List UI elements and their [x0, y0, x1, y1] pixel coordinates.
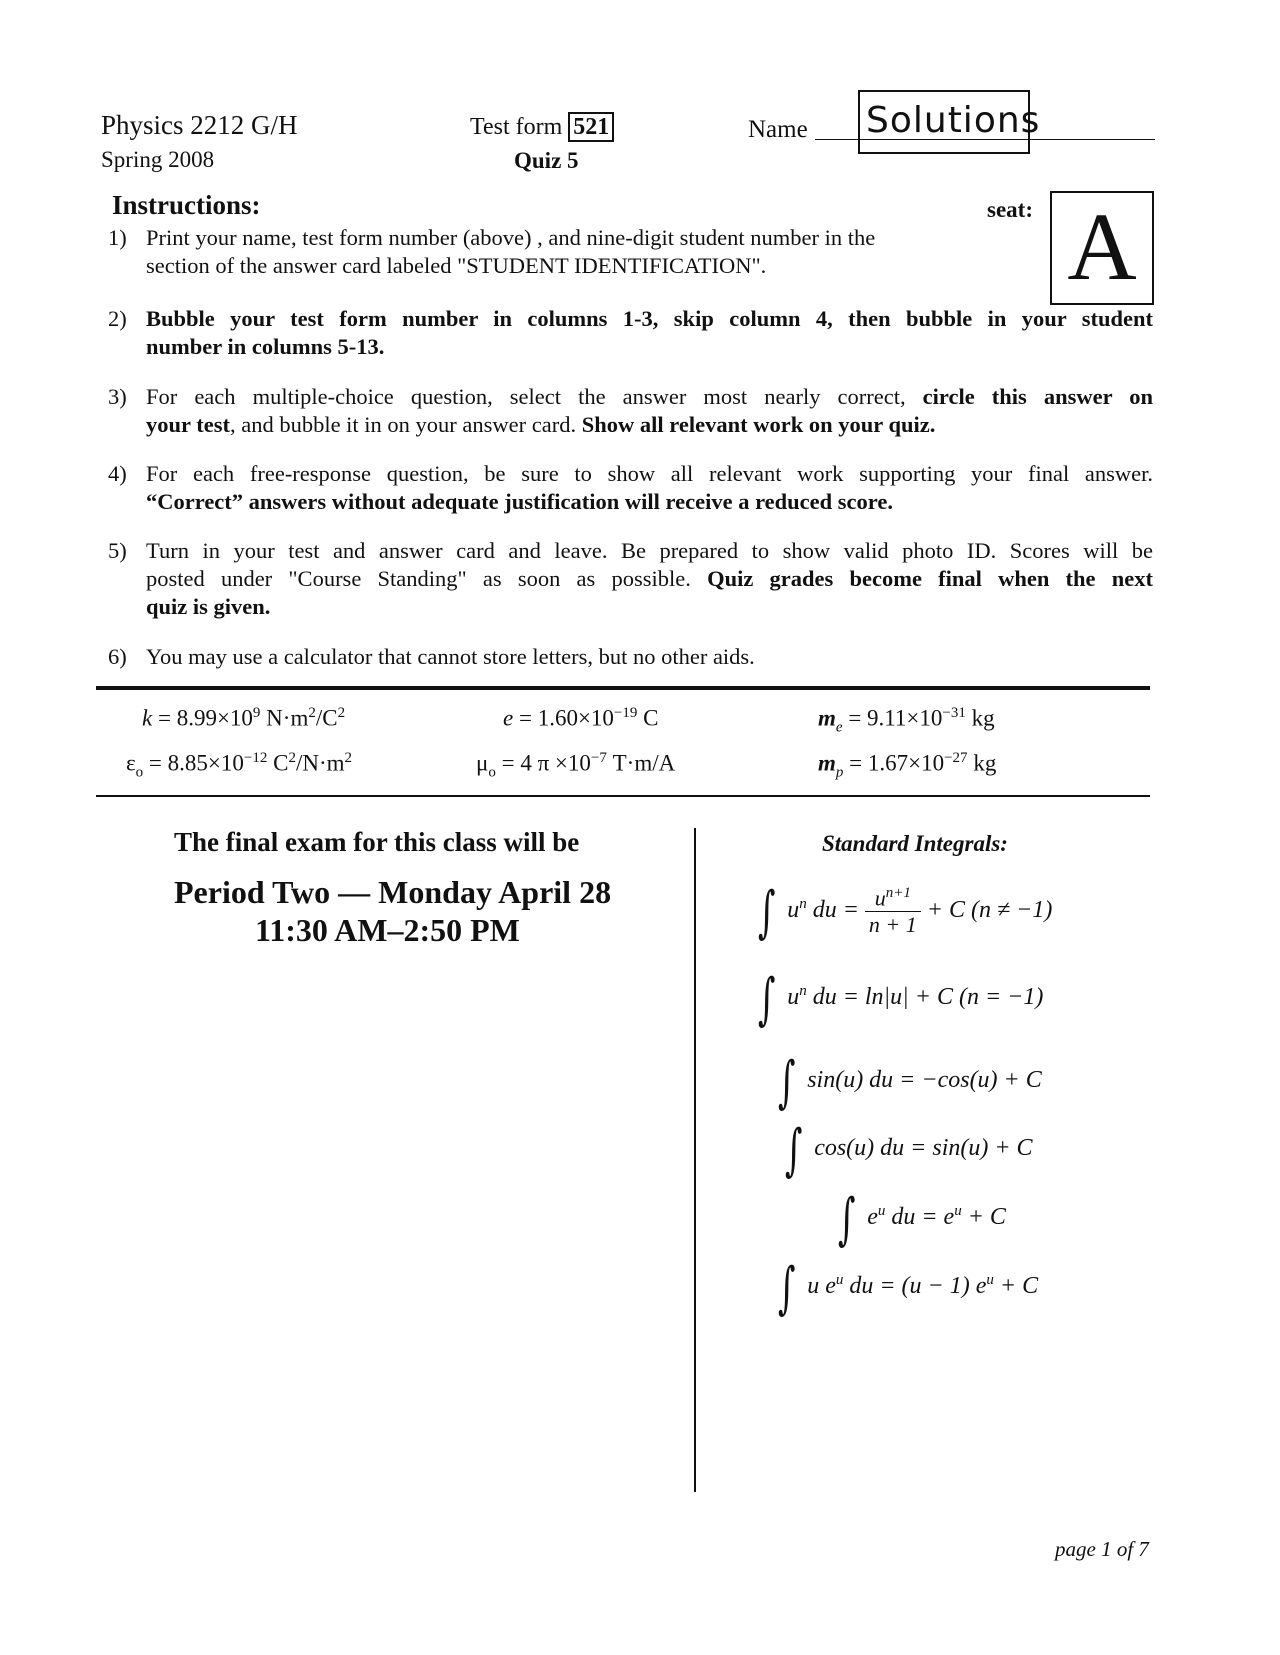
constant-me: $m_e = 9.11\times 10^{-31}$ kg [818, 705, 995, 736]
term: Spring 2008 [101, 147, 215, 172]
page-number: page 1 of 7 [1055, 1537, 1149, 1561]
instructions-title: Instructions: [112, 190, 261, 220]
test-form [470, 114, 614, 141]
constant-e: $e = 1.60\times 10^{-19}$ C [503, 705, 659, 731]
final-exam-intro: The final exam for this class will be [174, 827, 580, 857]
seat-label: seat: [987, 197, 1033, 222]
seat-value: A [1067, 193, 1137, 300]
constant-mp: $m_p = 1.67\times 10^{-27}$ kg [818, 750, 997, 781]
integral-u-exp: ∫ u $e^u$ du = (u − 1) $e^u + C$ [777, 1256, 1039, 1321]
quiz-number: Quiz 5 [514, 148, 579, 173]
constant-eps0: $\varepsilon_o = 8.85\times 10^{-12}$ $C^2/N\cdot m^2$ [126, 750, 352, 781]
column-divider [694, 828, 696, 1492]
test-form-label: Test form [470, 114, 563, 140]
integral-cos: ∫ cos(u) du = sin(u) + C [784, 1118, 1033, 1183]
final-exam-period: Period Two — Monday April 28 [174, 874, 612, 910]
test-form-number: 521 [568, 112, 614, 142]
name-label: Name [748, 116, 808, 143]
integral-power: ∫ $u^n$ du = $\frac{u^{n+1}}{n + 1}$ + C (n ≠ −1) [757, 880, 1053, 945]
name-value: Solutions [866, 100, 1041, 141]
constants-top-rule [96, 686, 1150, 690]
integral-exp: ∫ $e^u$ du = $e^u + C$ [837, 1187, 1006, 1252]
integral-log: ∫ $u^n$ du = ln|u| + C (n = −1) [757, 967, 1044, 1032]
integral-sin: ∫ sin(u) du = −cos(u) + C [777, 1050, 1042, 1115]
final-exam-time: 11:30 AM–2:50 PM [255, 912, 520, 948]
constant-k: $k = 8.99\times 10^9$ $N\cdot m^2/C^2$ [142, 705, 346, 731]
constants-bottom-rule [96, 795, 1150, 797]
integrals-title: Standard Integrals: [822, 831, 1008, 856]
course-title: Physics 2212 G/H [101, 110, 298, 140]
constant-mu0: $\mu_o = 4$ $\pi \times 10^{-7}$ T·m/A [476, 750, 676, 781]
